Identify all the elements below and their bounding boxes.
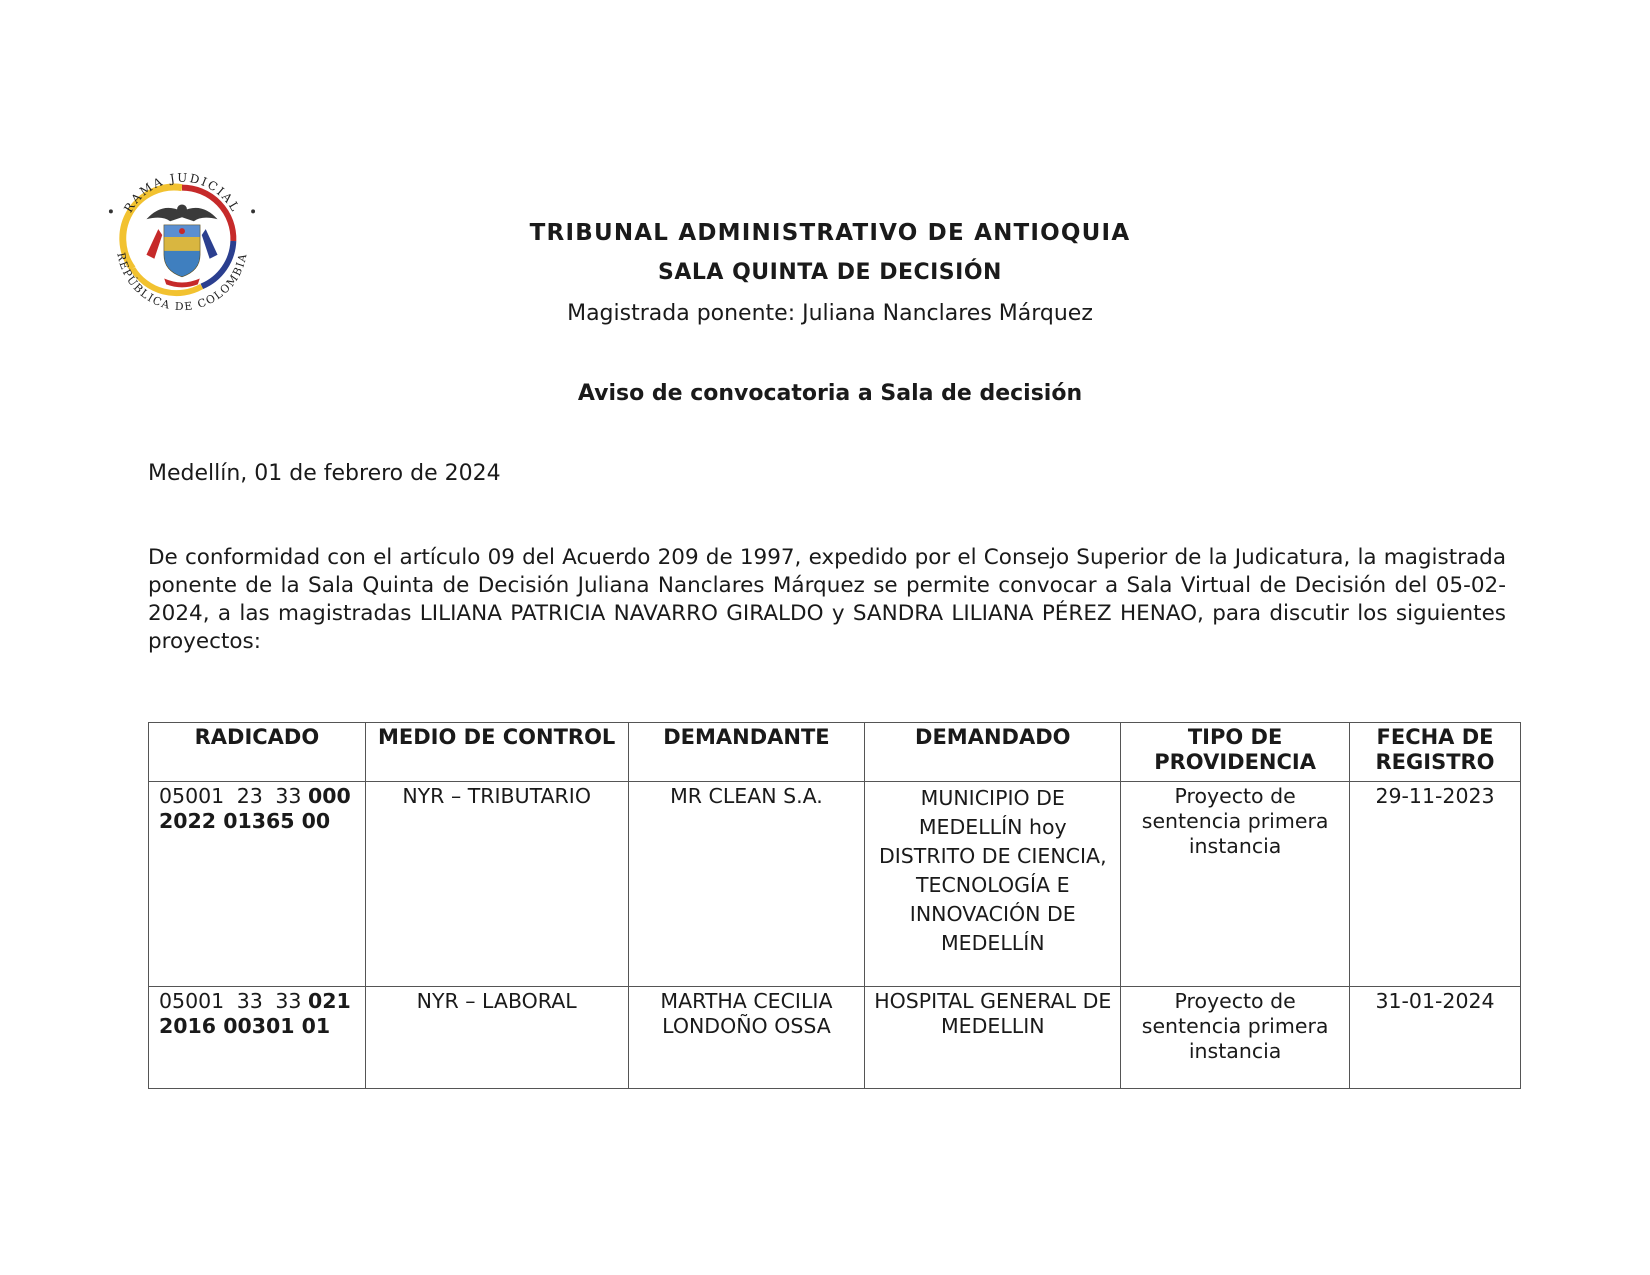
cell-medio-de-control: NYR – LABORAL (365, 987, 628, 1089)
cell-radicado (149, 782, 366, 987)
cell-tipo-de-providencia: Proyecto de sentencia primera instancia (1121, 987, 1350, 1089)
cell-tipo-de-providencia: Proyecto de sentencia primera instancia (1121, 782, 1350, 987)
table-row (149, 782, 1521, 987)
header-demandado: DEMANDADO (865, 723, 1121, 782)
place-date: Medellín, 01 de febrero de 2024 (148, 461, 501, 486)
radicado-prefix: 05001 33 33 (159, 989, 302, 1013)
cell-demandado: MUNICIPIO DE MEDELLÍN hoy DISTRITO DE CIENCIA, TECNOLOGÍA E INNOVACIÓN DE MEDELLÍN (865, 782, 1121, 987)
cell-fecha-de-registro: 31-01-2024 (1350, 987, 1521, 1089)
header-fecha-de-registro: FECHA DE REGISTRO (1350, 723, 1521, 782)
radicado-number: 021 2016 00301 01 (159, 989, 351, 1038)
cell-medio-de-control: NYR – TRIBUTARIO (365, 782, 628, 987)
seal-bottom-text: REPÚBLICA DE COLOMBIA (114, 251, 250, 314)
cell-demandante: MR CLEAN S.A. (628, 782, 865, 987)
body-paragraph: De conformidad con el artículo 09 del Acuerdo 209 de 1997, expedido por el Consejo Superior de la Judicatura, la magistrada ponente de la Sala Quinta de Decisión Juliana Nanclares Márquez se permite convocar a Sala Virtual de Decisión del 05-02-2024, a las magistradas LILIANA PATRICIA NAVARRO GIRALDO y SANDRA LILIANA PÉREZ HENAO, para discutir los siguientes proyectos: (148, 545, 1506, 654)
notice-title: Aviso de convocatoria a Sala de decisión (577, 381, 1083, 406)
cell-demandado: HOSPITAL GENERAL DE MEDELLIN (865, 987, 1121, 1089)
radicado-prefix: 05001 23 33 (159, 784, 302, 808)
seal-top-text: RAMA JUDICIAL (121, 170, 243, 215)
table-header-row (149, 723, 1521, 782)
projects-table (148, 722, 1521, 1089)
sala-title: SALA QUINTA DE DECISIÓN (658, 260, 1002, 285)
header-medio-de-control: MEDIO DE CONTROL (365, 723, 628, 782)
cell-fecha-de-registro: 29-11-2023 (1350, 782, 1521, 987)
cell-demandante: MARTHA CECILIA LONDOÑO OSSA (628, 987, 865, 1089)
cell-radicado (149, 987, 366, 1089)
header-radicado: RADICADO (149, 723, 366, 782)
magistrada-ponente: Magistrada ponente: Juliana Nanclares Márquez (567, 301, 1093, 326)
header-demandante: DEMANDANTE (628, 723, 865, 782)
header-tipo-de-providencia: TIPO DE PROVIDENCIA (1121, 723, 1350, 782)
rama-judicial-seal (103, 160, 261, 318)
tribunal-title: TRIBUNAL ADMINISTRATIVO DE ANTIOQUIA (529, 220, 1131, 246)
table-row (149, 987, 1521, 1089)
radicado-number: 000 2022 01365 00 (159, 784, 351, 833)
